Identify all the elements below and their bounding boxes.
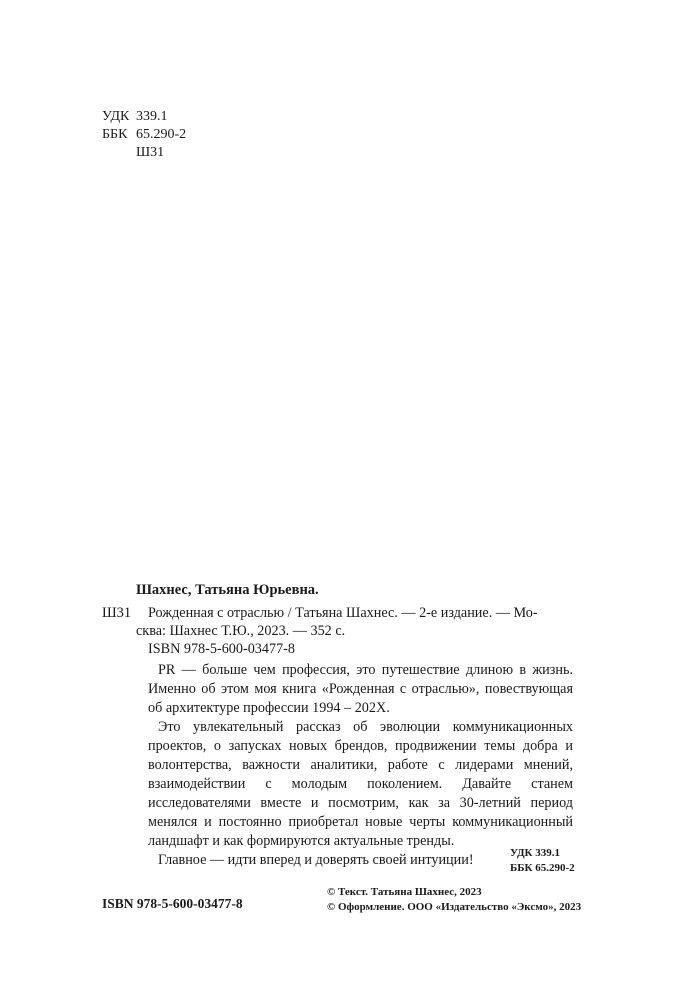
footer-isbn: ISBN 978-5-600-03477-8 bbox=[102, 896, 243, 911]
abstract-paragraph: Это увлекательный рассказ об эволюции коммуникационных проектов, о запусках новых брендов, продвижении темы добра и волонтерства, важности аналитики, работе с лидерами мнений, взаимодействии с молодым поколением. Давайте станем исследователями вместе и посмотрим, как за 30-летний период менялся и постоянно приобретал новые черты коммуникационный ландшафт и как формируются актуальные тренды. bbox=[148, 719, 573, 849]
bbk-value: 65.290-2 bbox=[136, 127, 187, 142]
record-description-line2: сква: Шахнес Т.Ю., 2023. — 352 с. bbox=[136, 623, 346, 639]
abstract bbox=[148, 661, 573, 870]
record-heading: Шахнес, Татьяна Юрьевна. bbox=[136, 582, 319, 598]
copyright-design: © Оформление. ООО «Издательство «Эксмо», 2023 bbox=[327, 901, 582, 913]
bbk-label: ББК bbox=[102, 127, 128, 142]
udk-value: 339.1 bbox=[136, 109, 168, 124]
abstract-paragraph: PR — больше чем профессия, это путешествие длиною в жизнь. Именно об этом моя книга «Рожденная с отраслью», повествующая об архитектуре профессии 1994 – 202Х. bbox=[148, 662, 573, 716]
bbk-line bbox=[102, 126, 186, 144]
record-mark: Ш31 bbox=[102, 605, 132, 621]
record-isbn: ISBN 978-5-600-03477-8 bbox=[148, 641, 295, 657]
bottom-udk: УДК 339.1 bbox=[510, 847, 561, 859]
udk-label: УДК bbox=[102, 109, 130, 124]
copyright-text: © Текст. Татьяна Шахнес, 2023 bbox=[327, 886, 482, 898]
abstract-paragraph: Главное — идти вперед и доверять своей интуиции! bbox=[158, 852, 474, 868]
bottom-bbk: ББК 65.290-2 bbox=[510, 862, 575, 874]
author-mark: Ш31 bbox=[136, 145, 165, 160]
udk-line bbox=[102, 108, 168, 126]
record-description-line1: Рожденная с отраслью / Татьяна Шахнес. — 2-е издание. — Мо- bbox=[148, 605, 538, 621]
